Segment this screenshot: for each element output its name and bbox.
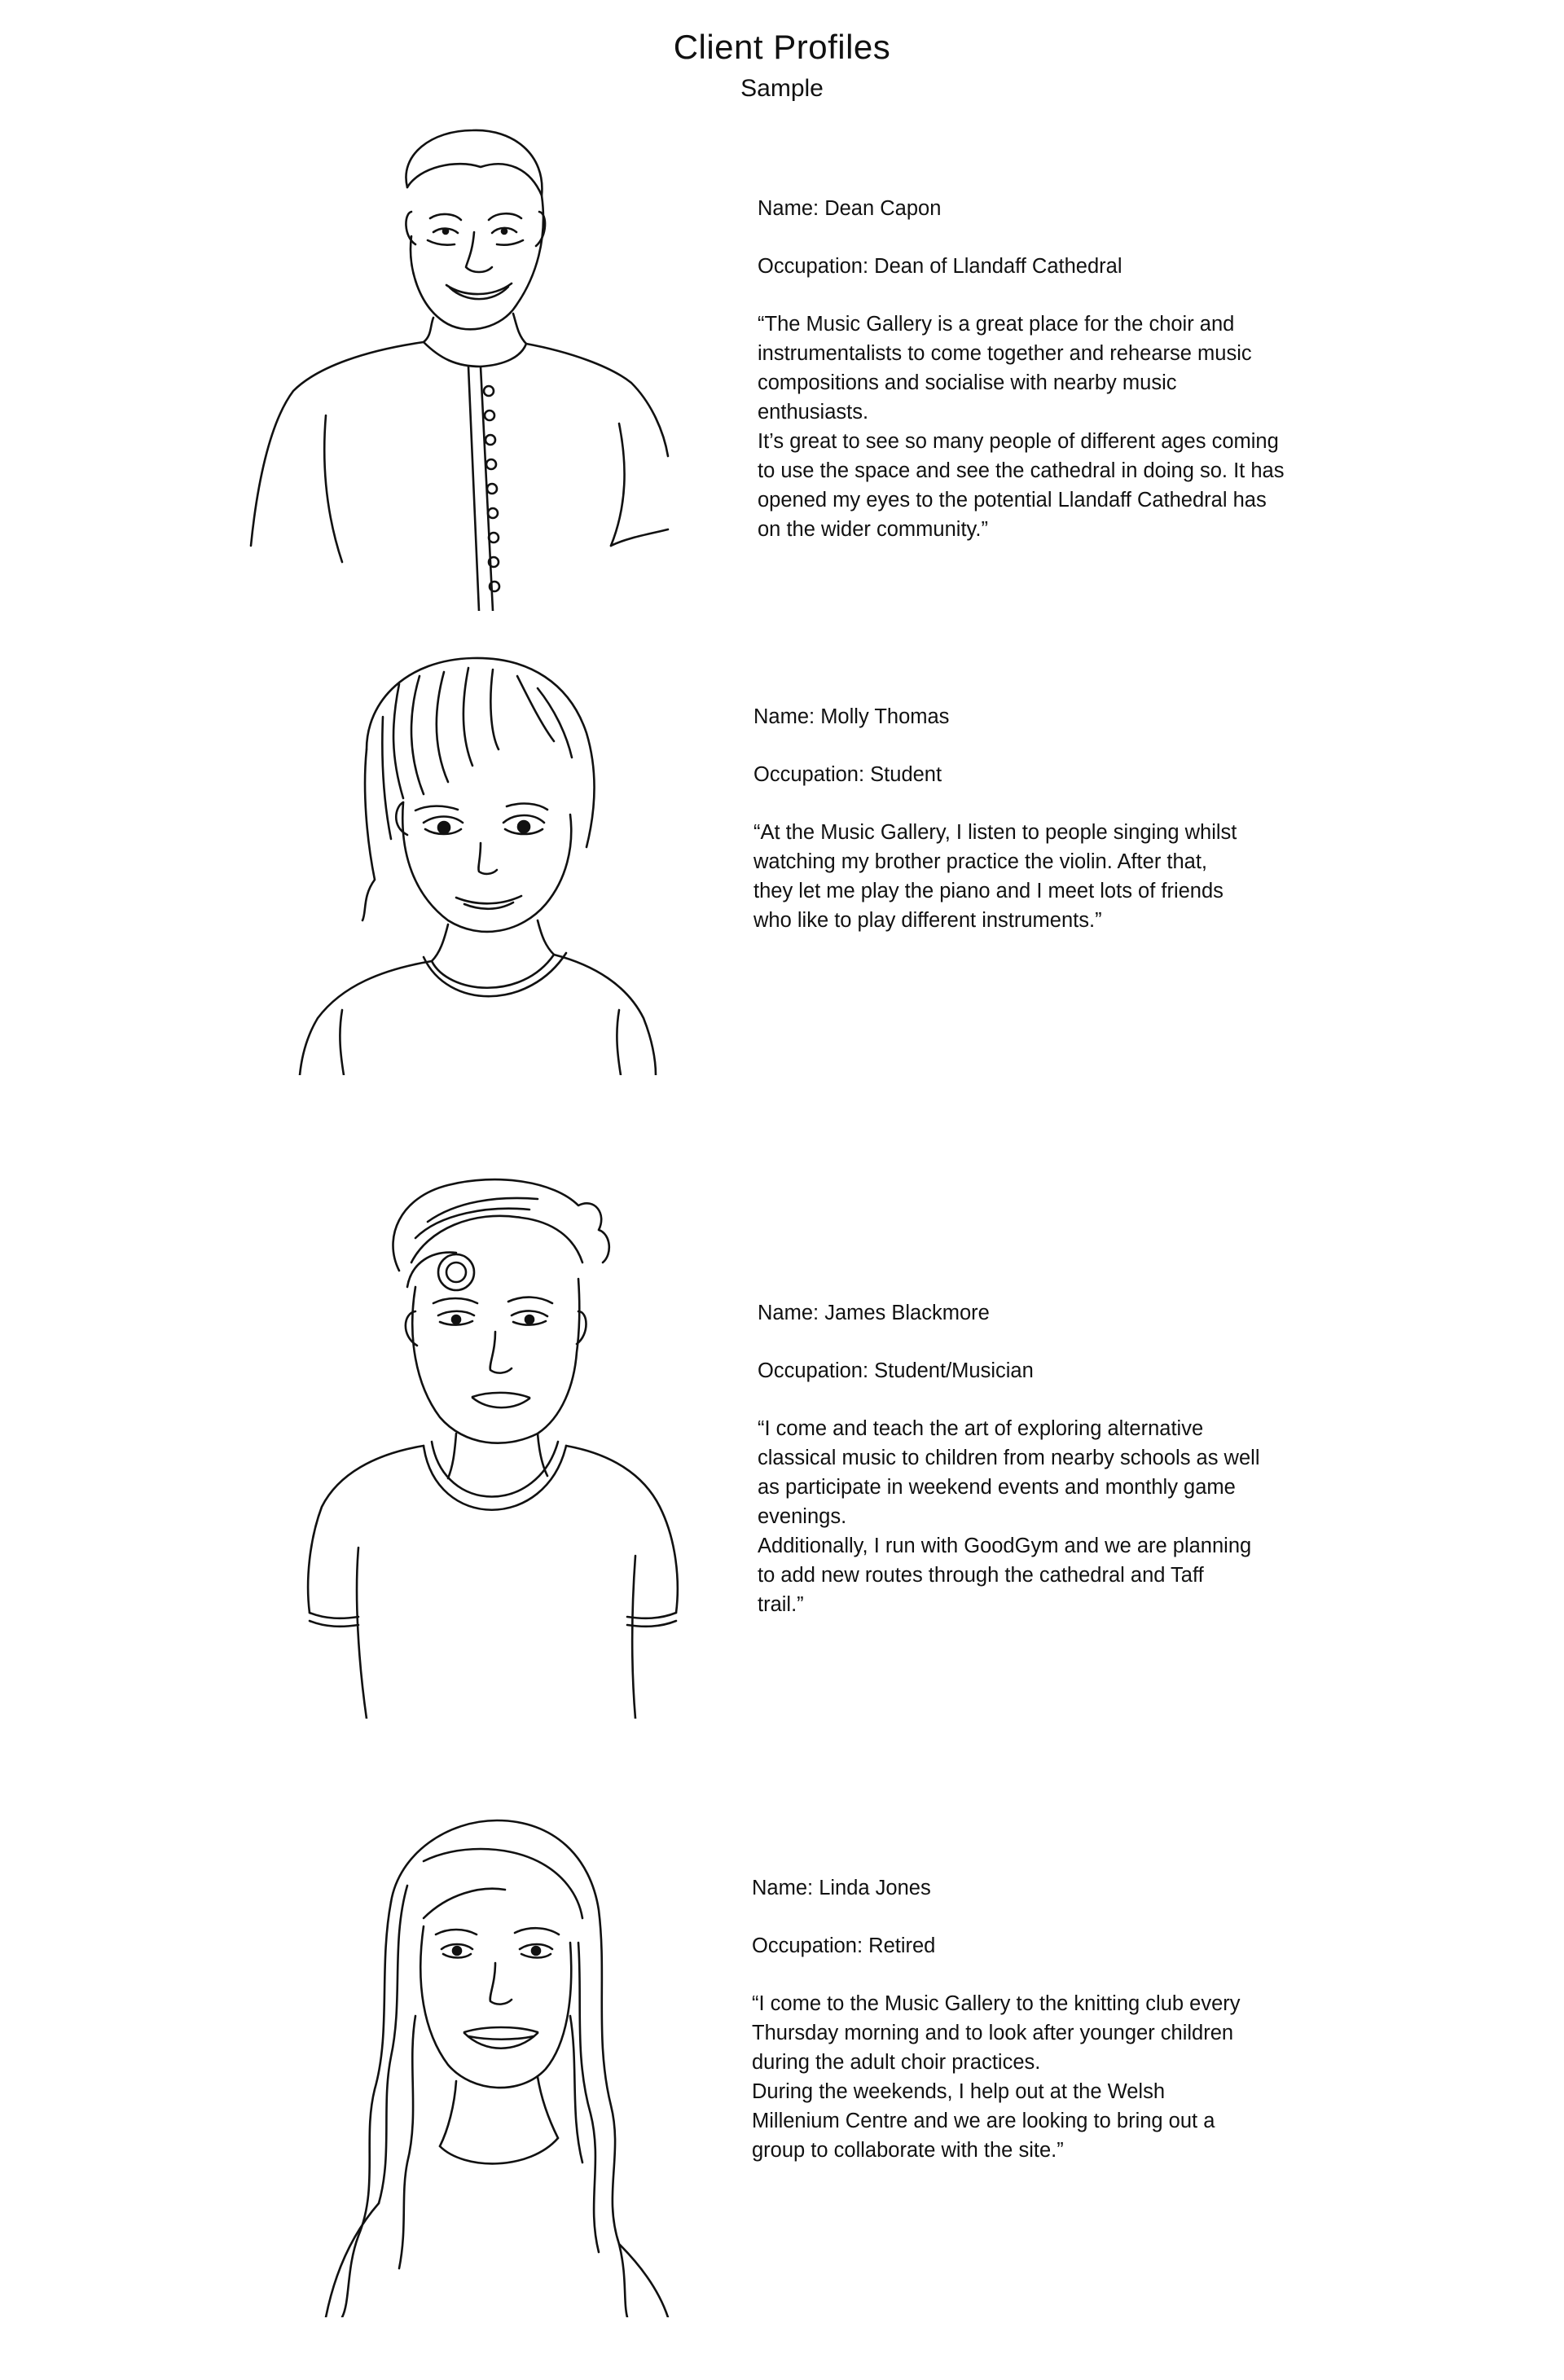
portrait-linda-jones [301,1812,692,2317]
quote-line: to use the space and see the cathedral in doing so. It has [758,459,1285,482]
quote-line: “I come and teach the art of exploring alternative [758,1417,1204,1440]
quote-line: group to collaborate with the site.” [752,2139,1064,2162]
profile-dean-capon [758,194,1328,544]
profile-occupation: Occupation: Retired [752,1934,936,1957]
profile-name: Name: Dean Capon [758,197,942,220]
quote-line: as participate in weekend events and monthly game [758,1476,1236,1499]
profile-quote [752,1989,1322,2165]
profile-occupation: Occupation: Student/Musician [758,1359,1034,1382]
profile-occupation: Occupation: Dean of Llandaff Cathedral [758,255,1122,278]
portrait-james-blackmore [293,1173,717,1719]
profile-molly-thomas [753,702,1324,935]
quote-line: Thursday morning and to look after younger children [752,2022,1234,2044]
quote-line: classical music to children from nearby schools as well [758,1447,1260,1469]
profile-quote [753,818,1324,935]
quote-line: who like to play different instruments.” [753,909,1102,932]
quote-line: Millenium Centre and we are looking to bring out a [752,2110,1215,2132]
quote-line: “At the Music Gallery, I listen to people singing whilst [753,821,1237,844]
portrait-dean-capon [244,122,709,611]
quote-line: instrumentalists to come together and rehearse music [758,342,1252,365]
profile-james-blackmore [758,1298,1328,1619]
profile-name: Name: James Blackmore [758,1302,990,1324]
quote-line: during the adult choir practices. [752,2051,1041,2074]
quote-line: they let me play the piano and I meet lots of friends [753,880,1224,902]
profile-linda-jones [752,1873,1322,2165]
quote-line: on the wider community.” [758,518,988,541]
quote-line: “The Music Gallery is a great place for the choir and [758,313,1235,336]
quote-line: to add new routes through the cathedral and Taff [758,1564,1204,1587]
profile-quote [758,1414,1328,1619]
portrait-molly-thomas [285,652,684,1075]
page-title: Client Profiles [673,28,891,66]
quote-line: evenings. [758,1505,847,1528]
profile-occupation: Occupation: Student [753,763,942,786]
profile-name: Name: Linda Jones [752,1877,931,1899]
quote-line: opened my eyes to the potential Llandaff Cathedral has [758,489,1267,512]
quote-line: trail.” [758,1593,804,1616]
quote-line: “I come to the Music Gallery to the knitting club every [752,1992,1241,2015]
profile-name: Name: Molly Thomas [753,705,950,728]
profile-quote [758,310,1328,544]
quote-line: compositions and socialise with nearby music [758,371,1177,394]
quote-line: watching my brother practice the violin. After that, [753,850,1208,873]
quote-line: It’s great to see so many people of different ages coming [758,430,1279,453]
quote-line: Additionally, I run with GoodGym and we are planning [758,1535,1252,1557]
page-subtitle: Sample [740,75,824,102]
quote-line: During the weekends, I help out at the Welsh [752,2080,1165,2103]
quote-line: enthusiasts. [758,401,869,424]
